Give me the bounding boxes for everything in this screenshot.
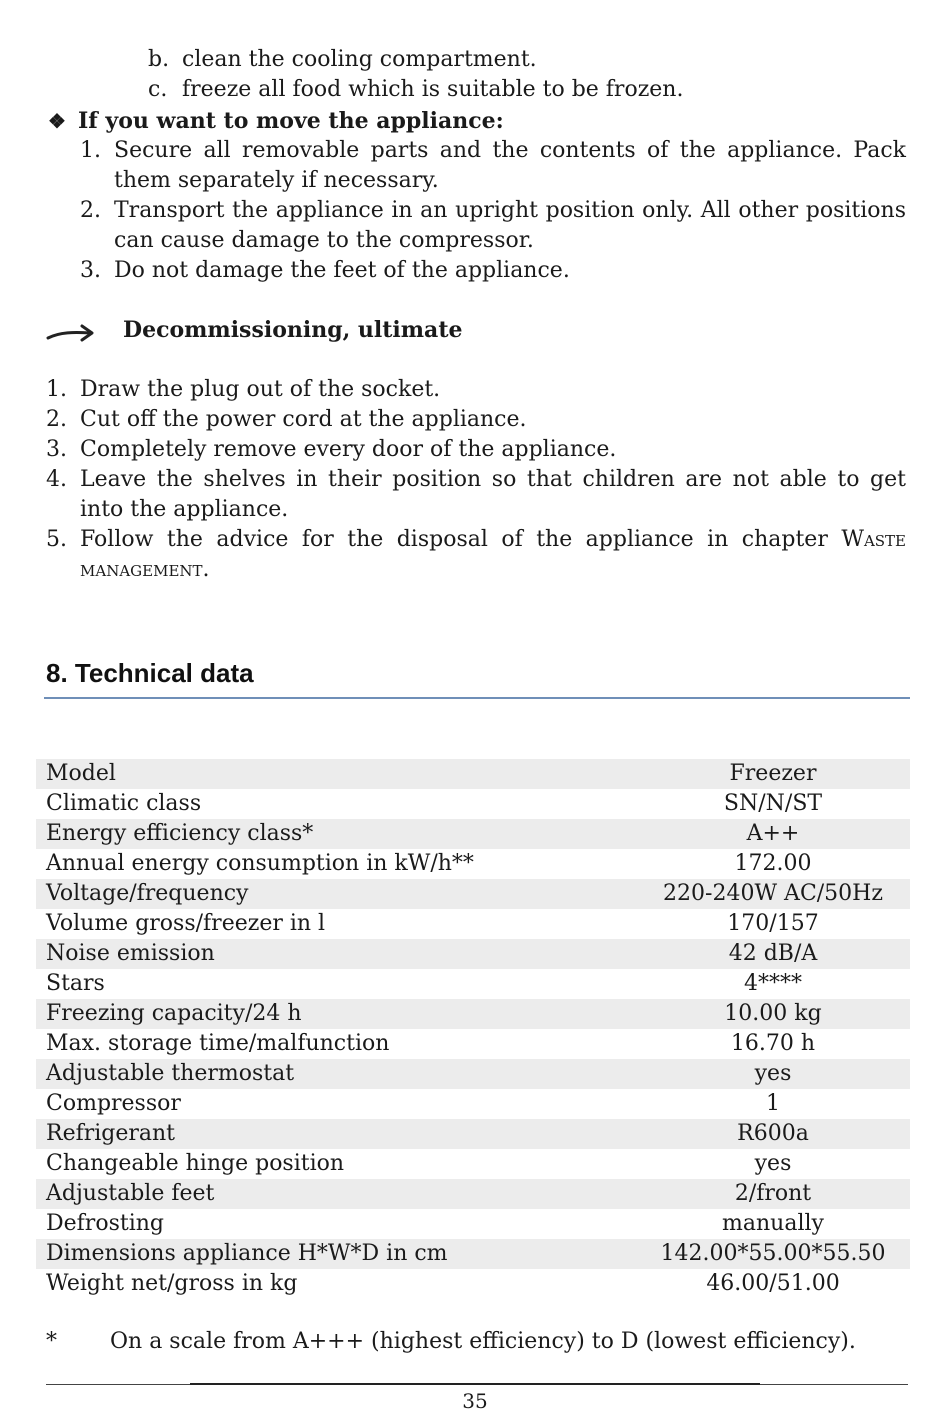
list-text: Leave the shelves in their position so that children are not able to get into the appliance. [80,467,906,522]
list-text: Follow the advice for the disposal of the appliance in chapter [80,527,828,552]
table-row [36,1269,910,1299]
row-value: SN/N/ST [723,791,823,816]
list-text: Cut off the power cord at the appliance. [80,407,527,432]
list-number: 3. [46,437,67,462]
row-value: 1 [766,1091,780,1116]
table-row [36,879,910,909]
table-row [36,789,910,819]
table-row [36,1209,910,1239]
row-label: Energy efficiency class* [36,819,636,849]
row-label: Compressor [46,1091,181,1116]
move-heading [48,106,504,136]
list-item [80,196,906,256]
row-label: Model [36,759,636,789]
row-value: Freezer [636,759,910,789]
row-value: 2/front [636,1179,910,1209]
footnote-marker: * [46,1329,57,1354]
list-number: 2. [46,407,67,432]
list-marker: b. [148,47,170,72]
row-label: Refrigerant [36,1119,636,1149]
row-label: Noise emission [36,939,636,969]
list-item [148,75,683,105]
table-row [36,1119,910,1149]
page-number: 35 [462,1389,488,1413]
table-row [36,849,910,879]
row-label: Weight net/gross in kg [46,1271,298,1296]
row-label: Adjustable feet [36,1179,636,1209]
row-label: Defrosting [46,1211,164,1236]
row-value: A++ [636,819,910,849]
list-text: Transport the appliance in an upright position only. All other positions can cause damage to the compressor. [114,198,906,253]
list-number: 1. [80,138,101,163]
table-row [36,939,910,969]
list-item [46,525,906,585]
row-value: 16.70 h [730,1031,816,1056]
footnote [46,1327,856,1357]
table-row [36,1149,910,1179]
table-row [36,909,910,939]
list-text: clean the cooling compartment. [182,47,537,72]
row-value: 170/157 [727,911,819,936]
row-value: yes [636,1059,910,1089]
row-label: Max. storage time/malfunction [46,1031,390,1056]
table-row [36,999,910,1029]
list-number: 4. [46,467,67,492]
row-value: 172.00 [734,851,812,876]
list-item [80,136,906,196]
row-value: manually [722,1211,824,1236]
list-marker: c. [148,77,168,102]
decommissioning-heading: Decommissioning, ultimate [123,317,463,343]
row-label: Dimensions appliance H*W*D in cm [36,1239,636,1269]
list-item [46,375,906,405]
table-row [36,1239,910,1269]
diamond-bullet-icon: ❖ [48,109,66,133]
row-value: 220-240W AC/50Hz [636,879,910,909]
list-text: Draw the plug out of the socket. [80,377,441,402]
row-value: 4**** [744,971,802,996]
chapter-heading: 8. Technical data [46,658,254,688]
list-item [46,435,906,465]
table-row [36,1179,910,1209]
list-text: Completely remove every door of the appliance. [80,437,617,462]
move-heading-text: If you want to move the appliance: [78,108,504,134]
row-value: yes [754,1151,792,1176]
row-label: Volume gross/freezer in l [46,911,326,936]
table-row [36,1059,910,1089]
footer-rule-accent [190,1383,760,1385]
row-value: 42 dB/A [636,939,910,969]
list-number: 5. [46,527,67,552]
list-text: freeze all food which is suitable to be frozen. [182,77,684,102]
row-label: Annual energy consumption in kW/h** [46,851,474,876]
list-number: 2. [80,198,101,223]
row-value: 46.00/51.00 [706,1271,840,1296]
table-row [36,819,910,849]
list-text: Do not damage the feet of the appliance. [114,258,570,283]
list-item [46,465,906,525]
heading-rule [44,697,910,699]
row-value: R600a [636,1119,910,1149]
row-label: Freezing capacity/24 h [36,999,636,1029]
row-label: Voltage/frequency [36,879,636,909]
row-value: 142.00*55.00*55.50 [636,1239,910,1269]
chapter-reference: Waste management. [80,527,907,582]
list-item [148,45,537,75]
table-row [36,1029,910,1059]
table-row [36,759,910,789]
table-row [36,1089,910,1119]
list-item [80,256,906,286]
row-label: Adjustable thermostat [36,1059,636,1089]
decommissioning-steps-list [46,375,906,585]
list-item [46,405,906,435]
footnote-text: On a scale from A+++ (highest efficiency) to D (lowest efficiency). [110,1329,856,1354]
list-text: Secure all removable parts and the contents of the appliance. Pack them separately if necessary. [114,138,906,193]
table-row [36,969,910,999]
row-label: Changeable hinge position [46,1151,345,1176]
move-steps-list [80,136,906,286]
technical-data-body [36,759,910,1299]
list-number: 1. [46,377,67,402]
row-label: Climatic class [46,791,202,816]
row-value: 10.00 kg [636,999,910,1029]
technical-data-table [36,759,910,1299]
list-number: 3. [80,258,101,283]
arrow-icon [46,318,96,344]
row-label: Stars [46,971,105,996]
